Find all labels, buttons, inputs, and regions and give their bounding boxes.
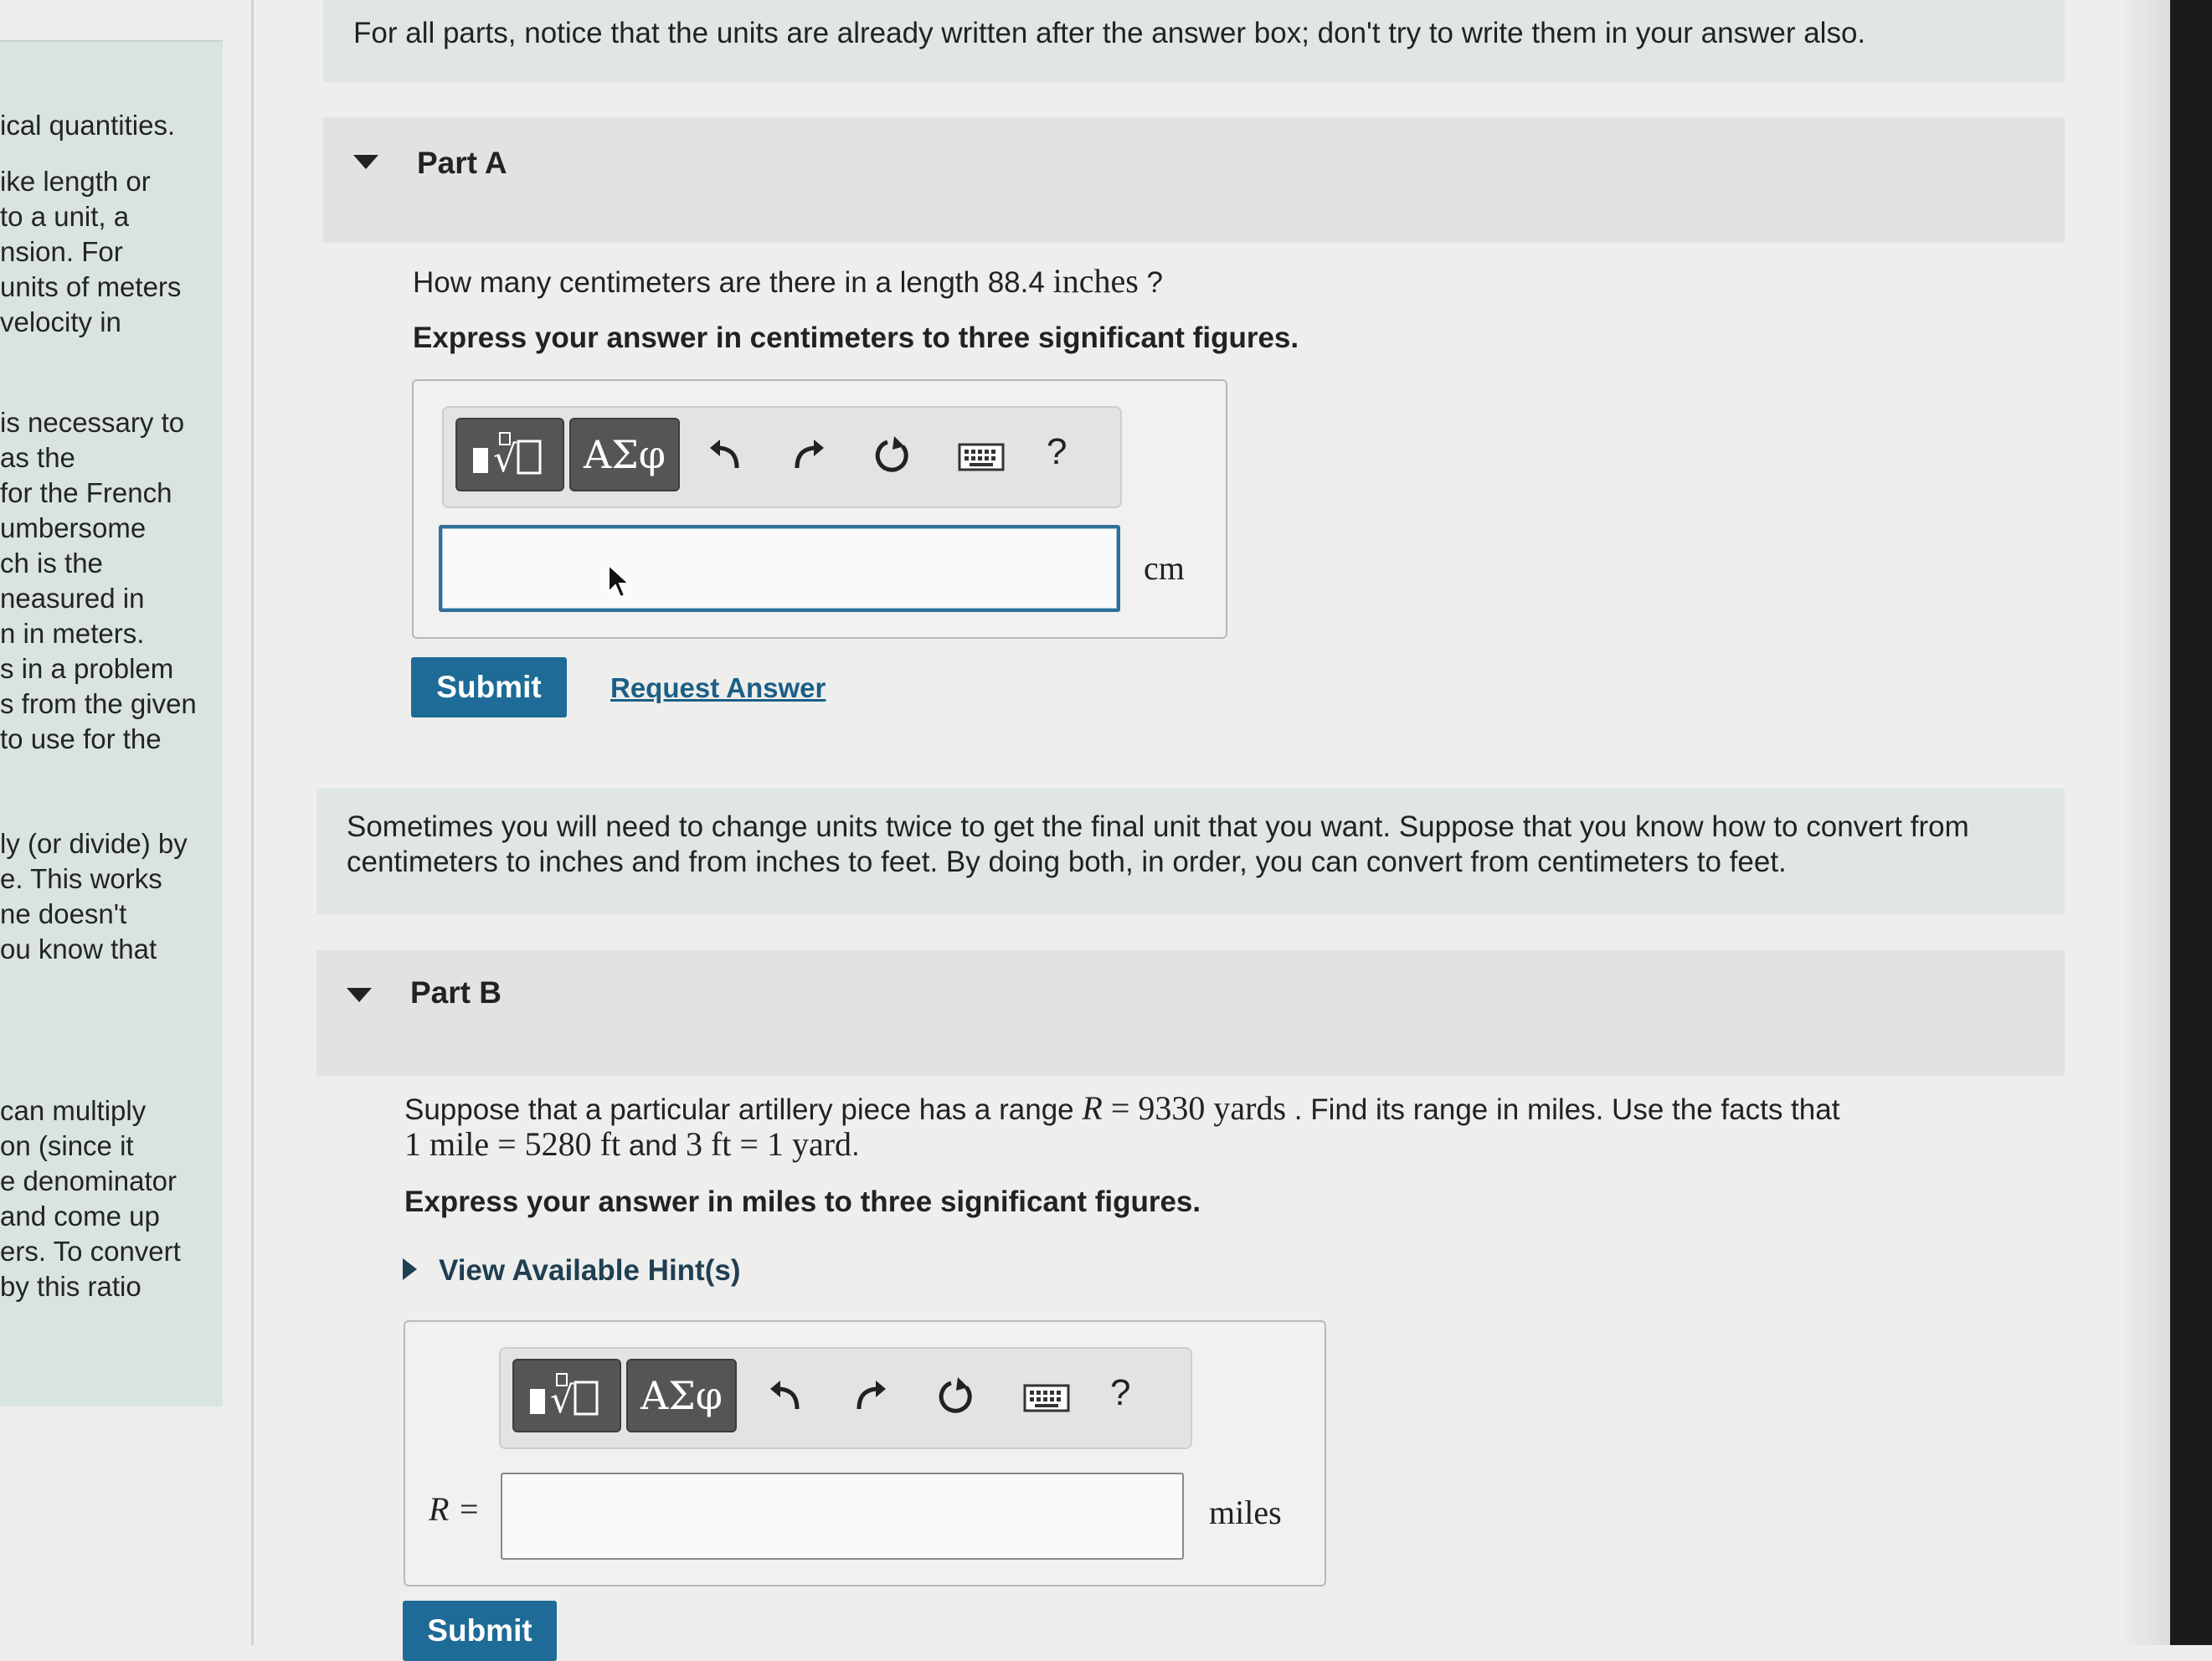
reading-line: can multiply <box>0 1095 147 1126</box>
keyboard-icon[interactable] <box>958 443 1005 471</box>
reading-line: e. This works <box>0 863 162 894</box>
reading-line: s in a problem <box>0 653 174 684</box>
transition-text-line-2: centimeters to inches and from inches to feet. By doing both, in order, you can convert from centimeters to feet. <box>347 846 1787 878</box>
reading-line: is necessary to <box>0 407 185 438</box>
reading-line: ou know that <box>0 933 157 964</box>
expand-hint-icon[interactable] <box>403 1258 417 1280</box>
transition-text-line-1: Sometimes you will need to change units twice to get the final unit that you want. Suppose that you know how to convert from <box>347 810 1969 843</box>
part-a-question-unit: inches <box>1052 262 1139 300</box>
request-answer-link[interactable]: Request Answer <box>610 672 826 703</box>
reading-line: ne doesn't <box>0 898 127 929</box>
reading-line: velocity in <box>0 306 121 337</box>
svg-text:√: √ <box>493 438 517 481</box>
mile-fact: 1 mile = 5280 ft <box>404 1125 621 1163</box>
templates-icon <box>525 1369 609 1422</box>
part-a-question-text: How many centimeters are there in a length 88.4 <box>413 266 1045 299</box>
greek-symbols-button[interactable]: ΑΣφ <box>569 418 680 491</box>
part-a-answer-input[interactable] <box>439 525 1120 612</box>
and-text: and <box>620 1129 686 1162</box>
reading-line: ical quantities. <box>0 110 176 141</box>
part-a-header[interactable] <box>323 117 2065 243</box>
part-b-unit: miles <box>1209 1494 1282 1531</box>
reading-line: units of meters <box>0 271 182 302</box>
part-a-submit-button[interactable]: Submit <box>411 657 567 717</box>
part-b-question-line-2 <box>404 1124 860 1164</box>
part-b-question-text: Suppose that a particular artillery piece has a range <box>404 1093 1074 1126</box>
intro-note-text: For all parts, notice that the units are already written after the answer box; don't try to write them in your answer also. <box>353 17 1866 49</box>
part-a-question <box>413 261 1163 301</box>
transition-text <box>316 789 2065 914</box>
help-button[interactable]: ? <box>1110 1372 1131 1413</box>
part-b-question-suffix: . Find its range in miles. Use the facts that <box>1294 1093 1840 1126</box>
reading-line: e denominator <box>0 1165 177 1196</box>
redo-icon[interactable] <box>789 436 827 475</box>
range-input-label: R = <box>429 1490 481 1528</box>
templates-button[interactable] <box>455 418 564 491</box>
reading-line: ike length or <box>0 166 151 197</box>
range-variable: R <box>1082 1089 1103 1127</box>
reading-line: neasured in <box>0 583 145 614</box>
reading-line: nsion. For <box>0 236 123 267</box>
yard-fact: 3 ft = 1 yard <box>685 1125 852 1163</box>
mouse-cursor-icon <box>606 563 631 602</box>
reading-panel <box>0 0 223 1645</box>
reading-line: on (since it <box>0 1130 134 1161</box>
undo-icon[interactable] <box>767 1377 805 1416</box>
range-value: = 9330 <box>1102 1089 1214 1127</box>
reset-icon[interactable] <box>871 435 913 476</box>
math-toolbar <box>442 406 1122 508</box>
intro-note <box>323 0 2065 82</box>
reading-line: umbersome <box>0 512 147 543</box>
screen-bezel <box>2170 0 2212 1645</box>
templates-button[interactable] <box>512 1359 621 1432</box>
collapse-caret-icon[interactable] <box>347 988 372 1002</box>
part-a-answer-box <box>412 379 1227 639</box>
collapse-caret-icon[interactable] <box>353 155 378 169</box>
greek-symbols-button[interactable]: ΑΣφ <box>626 1359 737 1432</box>
part-a-instruction <box>413 321 1299 355</box>
part-b-answer-box <box>404 1320 1326 1586</box>
part-a-instruction-text: Express your answer in centimeters to three significant figures. <box>413 321 1299 354</box>
view-hints-link[interactable]: View Available Hint(s) <box>439 1254 741 1287</box>
reading-line: for the French <box>0 477 172 508</box>
part-b-instruction-text: Express your answer in miles to three significant figures. <box>404 1185 1201 1218</box>
part-b-instruction <box>404 1185 1201 1219</box>
undo-icon[interactable] <box>707 436 745 475</box>
reading-line: and come up <box>0 1201 160 1232</box>
reading-line: to use for the <box>0 723 162 754</box>
part-b-submit-button[interactable]: Submit <box>403 1601 557 1661</box>
reset-icon[interactable] <box>934 1376 976 1417</box>
reading-line: ly (or divide) by <box>0 828 188 859</box>
part-a-unit: cm <box>1144 549 1185 587</box>
part-b-question-line-1 <box>404 1088 1839 1128</box>
reading-line: ers. To convert <box>0 1236 181 1267</box>
reading-line: s from the given <box>0 688 197 719</box>
math-toolbar <box>499 1347 1192 1449</box>
period: . <box>851 1129 860 1162</box>
screen-edge-shadow <box>2127 0 2170 1645</box>
reading-line: n in meters. <box>0 618 145 649</box>
reading-line: as the <box>0 442 75 473</box>
part-a-question-suffix: ? <box>1146 266 1163 299</box>
part-b-title: Part B <box>410 975 502 1010</box>
svg-text:√: √ <box>550 1379 574 1422</box>
part-b-header[interactable] <box>316 950 2065 1076</box>
part-a-title: Part A <box>417 146 507 180</box>
reading-line: by this ratio <box>0 1271 141 1302</box>
part-b-answer-input[interactable] <box>501 1473 1184 1560</box>
reading-line: ch is the <box>0 548 103 579</box>
reading-line: to a unit, a <box>0 201 130 232</box>
range-unit: yards <box>1213 1089 1287 1127</box>
templates-icon <box>468 428 552 481</box>
redo-icon[interactable] <box>851 1377 889 1416</box>
help-button[interactable]: ? <box>1047 431 1067 472</box>
column-divider <box>251 0 254 1645</box>
keyboard-icon[interactable] <box>1023 1384 1070 1412</box>
